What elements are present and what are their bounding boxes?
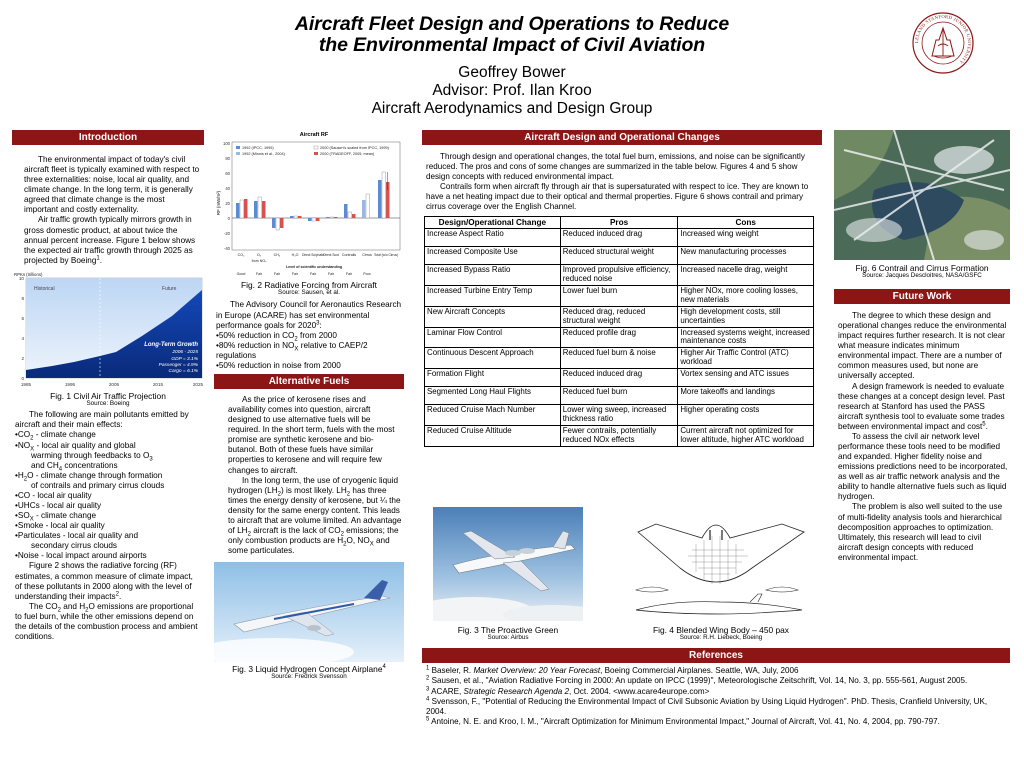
- fig1-growth-passenger: Passenger = 4.9%: [158, 362, 198, 368]
- bar-contrails-1992: [344, 204, 348, 218]
- fig1-xtick: 1985: [20, 381, 32, 387]
- fig4-caption: Fig. 4 Blended Wing Body – 450 pax Source: R.H. Liebeck, Boeing: [632, 626, 810, 641]
- table-cell: New Aircraft Concepts: [425, 306, 561, 327]
- table-cell: Fewer contrails, potentially reduced NOx effects: [560, 426, 678, 447]
- fig2-category: Total (w/o Cirrus): [373, 253, 399, 257]
- bar-contrails-2000: [348, 212, 352, 218]
- radiative-forcing-chart: [214, 128, 404, 278]
- bar-o3-tradeoff: [262, 201, 266, 218]
- pollutant-particulates: •Particulates - local air quality and secondary cirrus clouds: [15, 531, 139, 551]
- design-section: [422, 130, 822, 447]
- future-paragraph-4: The problem is also well suited to the use of multi-fidelity analysis tools and hierarchical decomposition approaches to optimization. Ultimately, this research will lead to civil aircraft design concepts with reduced environmental impact.: [838, 502, 1003, 562]
- table-row: [425, 285, 814, 306]
- table-cell: Increase Aspect Ratio: [425, 228, 561, 246]
- fig2-level: Good: [236, 272, 246, 276]
- bar-co2-2000: [240, 200, 244, 218]
- intro-paragraph-3: The following are main pollutants emitted by aircraft and their main effects:: [15, 410, 189, 430]
- fig3-proactive-caption: Fig. 3 The Proactive Green Source: Airbus: [433, 626, 583, 641]
- fig1-ytick: 10: [18, 275, 24, 281]
- fig2-level: Fair: [309, 272, 317, 276]
- table-row: [425, 327, 814, 348]
- stanford-seal-logo: [912, 12, 974, 74]
- fig2-legend-item: 2000 (Sausen's scaled from IPCC, 1999): [320, 146, 389, 150]
- table-cell: Laminar Flow Control: [425, 327, 561, 348]
- fig1-growth-period: 2006 - 2025: [172, 349, 198, 355]
- fig2-ytick: 100: [223, 141, 230, 146]
- table-cell: Increased systems weight, increased maintenance costs: [678, 327, 814, 348]
- fig2-category: H₂O: [291, 253, 299, 257]
- pollutant-uhc: •UHCs - local air quality: [15, 500, 102, 510]
- fig6-source: Source: Jacques Descloitres, NASA/GSFC: [862, 271, 982, 279]
- author-name: Geoffrey Bower: [458, 64, 566, 81]
- table-cell: Improved propulsive efficiency, reduced noise: [560, 264, 678, 285]
- table-row: [425, 246, 814, 264]
- research-group: Aircraft Aerodynamics and Design Group: [371, 100, 653, 118]
- fig1-xtick: 2005: [108, 381, 120, 387]
- table-cell: Increased Turbine Entry Temp: [425, 285, 561, 306]
- table-cell: Reduced induced drag: [560, 369, 678, 387]
- table-header: Pros: [560, 216, 678, 228]
- table-cell: Reduced Cruise Mach Number: [425, 405, 561, 426]
- table-cell: Increased nacelle drag, weight: [678, 264, 814, 285]
- fig2-level: Fair: [273, 272, 281, 276]
- fig1-growth-gdp: GDP = 3.1%: [171, 356, 198, 362]
- table-cell: Continuous Descent Approach: [425, 348, 561, 369]
- bar-sulphate-tradeoff: [316, 218, 320, 221]
- table-cell: Increased Bypass Ratio: [425, 264, 561, 285]
- fig2-legend-item: 1992 (IPCC, 1999): [242, 146, 274, 150]
- table-row: [425, 369, 814, 387]
- hydrogen-airplane-image: [214, 562, 404, 662]
- table-row: [425, 306, 814, 327]
- fig1-ytick: 2: [21, 355, 24, 361]
- intro-paragraph-4: Figure 2 shows the radiative forcing (RF) estimates, a common measure of climate impact, of these pollutants in 2000 along with the level of understanding their impacts$^2$.: [15, 561, 193, 601]
- bar-soot-1992: [326, 217, 330, 218]
- bar-cirrus-2000: [366, 194, 370, 218]
- pollutant-list: [15, 430, 201, 561]
- fig6-caption: Fig. 6 Contrail and Cirrus Formation Source: Jacques Descloitres, NASA/GSFC: [834, 264, 1010, 279]
- fig2-category: Direct Sulphate: [302, 253, 324, 257]
- pollutant-sox: $•SO_X$ - climate change: [15, 511, 97, 523]
- table-row: [425, 264, 814, 285]
- table-cell: Reduced fuel burn & noise: [560, 348, 678, 369]
- table-cell: Increased wing weight: [678, 228, 814, 246]
- fig2-level: Fair: [291, 272, 299, 276]
- pollutant-nox: $•NO_X$ - local air quality and global warming through feedbacks to $O_3$ and $CH_4$ concentrations: [15, 440, 153, 473]
- fig1-xtick: 2025: [192, 381, 204, 387]
- reference-2: $^2$ Sausen, et al., "Aviation Radiative Forcing in 2000: An update on IPCC (1999)", Meteorologische Zeitschrift, Vol. 14, No. 3, pp. 555-561, August 2005.: [426, 675, 968, 686]
- fig1-ytick: 4: [21, 335, 24, 341]
- fig2-source: Source: Sausen, et al.: [278, 288, 340, 296]
- air-traffic-growth-chart: [12, 270, 204, 390]
- bar-sulphate-2000: [312, 218, 316, 221]
- references-heading: References: [422, 648, 1010, 663]
- table-cell: Higher Air Traffic Control (ATC) workload: [678, 348, 814, 369]
- future-work-column: [834, 289, 1010, 563]
- table-cell: Lower fuel burn: [560, 285, 678, 306]
- author-block: [160, 64, 864, 118]
- table-cell: Segmented Long Haul Flights: [425, 387, 561, 405]
- acare-goal-noise: •50% reduction in noise from 2000: [216, 360, 341, 370]
- fig1-source: Source: Boeing: [86, 399, 130, 407]
- table-cell: Higher NOx, more cooling losses, new materials: [678, 285, 814, 306]
- bar-soot-2000: [330, 217, 334, 218]
- fig2-category: Cirrus: [362, 253, 372, 257]
- bar-ch4-2000: [276, 218, 280, 230]
- fig2-caption: Fig. 2 Radiative Forcing from Aircraft Source: Sausen, et al.: [214, 281, 404, 296]
- table-row: [425, 405, 814, 426]
- fig1-xtick: 1995: [64, 381, 76, 387]
- pollutant-co2: $•CO_2$ - climate change: [15, 430, 96, 443]
- fig1-xtick: 2015: [152, 381, 164, 387]
- table-cell: Reduced Cruise Altitude: [425, 426, 561, 447]
- intro-paragraph-5: The $CO_2$ and $H_2O$ emissions are proportional to fuel burn, while the other emissions depend on the details of the combustion process and ambient conditions.: [15, 601, 198, 641]
- fig1-caption: Fig. 1 Civil Air Traffic Projection Source: Boeing: [12, 392, 204, 407]
- fig2-ytick: -40: [223, 246, 230, 251]
- title-line-1: Aircraft Fleet Design and Operations to Reduce: [294, 13, 730, 35]
- table-cell: Reduced profile drag: [560, 327, 678, 348]
- table-cell: Reduced structural weight: [560, 246, 678, 264]
- bar-co2-1992: [236, 203, 240, 218]
- contrail-satellite-image: [834, 130, 1010, 260]
- fig2-understanding-label: Level of scientific understanding: [285, 265, 343, 269]
- fig1-ytick: 8: [21, 295, 24, 301]
- table-cell: Reduced drag, reduced structural weight: [560, 306, 678, 327]
- design-heading: Aircraft Design and Operational Changes: [422, 130, 822, 145]
- fig2-category: CO₂: [237, 253, 245, 257]
- table-cell: Current aircraft not optimized for lower altitude, higher ATC workload: [678, 426, 814, 447]
- table-cell: More takeoffs and landings: [678, 387, 814, 405]
- fig2-level: Poor: [363, 272, 371, 276]
- table-cell: Higher operating costs: [678, 405, 814, 426]
- fig2-ytick: 20: [225, 201, 230, 206]
- pollutant-smoke: •Smoke - local air quality: [15, 521, 105, 531]
- table-row: [425, 348, 814, 369]
- bar-h2o-1992: [290, 216, 294, 218]
- introduction-column: [12, 130, 204, 642]
- fig4-source: Source: R.H. Liebeck, Boeing: [679, 633, 763, 641]
- fig2-legend-item: 1992 (Minnis et al., 2004): [242, 152, 285, 156]
- fig2-ytick: 60: [225, 171, 230, 176]
- acare-goal-nox: •80% reduction in $NO_X$ relative to CAEP/2 regulations: [216, 340, 368, 360]
- fig1-ytick: 6: [21, 315, 24, 321]
- table-row: [425, 228, 814, 246]
- design-paragraph-2: Contrails form when aircraft fly through air that is supersaturated with respect to ice. They are known to have a net heating impact due to their optical and thermal properties. Figure 6 shows contrail and primary cirrus coverage over the English Channel.: [426, 181, 809, 211]
- table-row: [425, 387, 814, 405]
- fig2-category: O₃: [256, 253, 262, 257]
- reference-3: $^3$ ACARE, Strategic Research Agenda 2, Oct. 2004. <www.acare4europe.com>: [426, 685, 710, 696]
- table-cell: Formation Flight: [425, 369, 561, 387]
- bar-total-2000: [382, 172, 386, 218]
- fig2-category: Direct Soot: [323, 253, 339, 257]
- bar-h2o-tradeoff: [298, 216, 302, 218]
- bar-total-1992: [378, 180, 382, 218]
- pollutant-h2o: $•H_2O$ - climate change through formation of contrails and primary cirrus clouds: [15, 470, 165, 490]
- table-cell: Increased Composite Use: [425, 246, 561, 264]
- introduction-heading: Introduction: [12, 130, 204, 145]
- advisor-name: Advisor: Prof. Ilan Kroo: [432, 82, 592, 100]
- table-cell: Vortex sensing and ATC issues: [678, 369, 814, 387]
- bar-cirrus-minnis: [362, 200, 366, 218]
- blended-wing-body-image: [632, 510, 810, 622]
- bar-ch4-tradeoff: [280, 218, 284, 228]
- fig3-proactive-source: Source: Airbus: [487, 633, 529, 641]
- table-cell: New manufacturing processes: [678, 246, 814, 264]
- fig2-legend-item: 2000 (TRADEOFF, 2005; mean): [320, 152, 375, 156]
- title-line-2: the Environmental Impact of Civil Aviation: [318, 33, 706, 56]
- fig2-category: CH₄: [273, 253, 281, 257]
- intro-paragraph-1: The environmental impact of today's civil aircraft fleet is typically examined with respect to three externalities: noise, local air quality, and climate change. In the long term, it is generally agreed that climate change is the most important and costly externality.: [24, 155, 200, 215]
- bar-co2-tradeoff: [244, 199, 248, 218]
- future-work-heading: Future Work: [834, 289, 1010, 304]
- fig2-level: Fair: [255, 272, 263, 276]
- pollutant-noise: •Noise - local impact around airports: [15, 551, 147, 561]
- bar-contrails-tradeoff: [352, 214, 356, 218]
- future-paragraph-2: A design framework is needed to evaluate these changes at a concept design level. Past research at Stanford has used the PASS aircraft synthesis tool to evaluate some trades between environmental impact and cost$^5$.: [838, 381, 1005, 431]
- fig2-category: Contrails: [341, 253, 357, 257]
- fig1-future-label: Future: [162, 285, 177, 292]
- fig1-ytick: 0: [21, 375, 24, 381]
- bar-sulphate-1992: [308, 218, 312, 221]
- fig1-y-label: RPKs (trillions): [14, 271, 43, 277]
- alternative-fuels-heading: Alternative Fuels: [214, 374, 404, 389]
- design-paragraph-1: Through design and operational changes, the total fuel burn, emissions, and noise can be significantly reduced. The pros and cons of some changes are summarized in the table below. Figures 4 and 5 show design concepts with reduced environmental impact.: [426, 152, 805, 181]
- fig2-level: Fair: [345, 272, 353, 276]
- alt-fuels-paragraph-1: As the price of kerosene rises and availability comes into question, aircraft designed to use alternative fuels will be required. In the short term, fuels with the most promise are synthetic kerosene and bio-butanol. Both of these fuels have similar properties to kerosene and will require few changes to aircraft.: [228, 394, 395, 475]
- table-cell: Lower wing sweep, increased thickness ratio: [560, 405, 678, 426]
- bar-h2o-2000: [294, 216, 298, 218]
- fig3-hydrogen-source: Source: Fredrick Svensson: [271, 673, 347, 681]
- references-section: [422, 648, 1010, 728]
- fig1-growth-cargo: Cargo = 6.1%: [168, 368, 198, 374]
- alt-fuels-paragraph-2: In the long term, the use of cryogenic liquid hydrogen $(LH_2)$ is most likely. $LH_2$ has three times the energy density of kerosene, but ¼ the density for the same energy content. This leads to aircraft that are volume limited. An advantage of $LH_2$ aircraft is the lack of $CO_2$ emissions; the only combustion products are $H_2O$, $NO_X$ and some particulates.: [228, 475, 402, 556]
- future-paragraph-3: To assess the civil air network level performance these tools need to be modified and expanded. Higher fidelity noise and emissions predictions need to be incorporated, as well as air traffic network analysis and the ability to handle alternative fuels such as liquid hydrogen.: [838, 431, 1008, 502]
- fig2-title: Aircraft RF: [299, 132, 329, 138]
- table-header: Design/Operational Change: [425, 216, 561, 228]
- intro-paragraph-2: Air traffic growth typically mirrors growth in gross domestic product, at about twice the annual percent increase. Figure 1 below shows the expected air traffic growth through 2025 as projected by Boeing$^1$.: [24, 215, 196, 265]
- reference-5: $^5$ Antoine, N. E. and Kroo, I. M., "Aircraft Optimization for Minimum Environmental Impact," Journal of Aircraft, Vol. 41, No. 4, 2004, pp. 790-797.: [426, 716, 940, 727]
- bar-ch4-1992: [272, 218, 276, 228]
- fig2-ytick: -20: [223, 231, 230, 236]
- center-left-column: [214, 128, 404, 681]
- fig3-hydrogen-caption: Fig. 3 Liquid Hydrogen Concept Airplane$^4$ Source: Fredrick Svensson: [214, 665, 404, 680]
- table-cell: Reduced induced drag: [560, 228, 678, 246]
- fig2-ytick: 0: [227, 216, 230, 221]
- fig2-y-label: RF (mW/m²): [216, 190, 221, 216]
- poster-title: [160, 14, 864, 56]
- reference-1: $^1$ Baseler, R. Market Overview: 20 Year Forecast, Boeing Commercial Airplanes. Seattle, WA, July, 2006: [426, 665, 799, 675]
- table-cell: High development costs, still uncertainties: [678, 306, 814, 327]
- acare-paragraph: The Advisory Council for Aeronautics Research in Europe (ACARE) has set environmental performance goals for 2020$^3$:: [216, 300, 402, 330]
- table-cell: Reduced fuel burn: [560, 387, 678, 405]
- fig1-historical-label: Historical: [34, 285, 55, 292]
- fig2-nox-label: from NOₓ: [251, 259, 267, 263]
- bar-o3-2000: [258, 197, 262, 218]
- fig2-level: Fair: [327, 272, 335, 276]
- table-row: [425, 426, 814, 447]
- design-changes-table: [424, 216, 814, 447]
- fig2-ytick: 80: [225, 156, 230, 161]
- acare-goal-co2: •50% reduction in $CO_2$ from 2000: [216, 330, 337, 343]
- fig1-growth-title: Long-Term Growth: [144, 341, 198, 348]
- fig2-ytick: 40: [225, 186, 230, 191]
- proactive-green-image: [433, 507, 583, 621]
- reference-4: $^4$ Svensson, F., "Potential of Reducing the Environmental Impact of Civil Subsonic Aviation by Using Liquid Hydrogen". PhD. Thesis, Cranfield University, UK, 2004.: [426, 696, 988, 717]
- future-paragraph-1: The degree to which these design and operational changes reduce the environmental impact requires further research. It is not clear what measure indicates minimum environmental impact. There are a number of common measures used, but none are universally accepted.: [838, 311, 1007, 381]
- svg-text:LELAND STANFORD JUNIOR UNIVERS: LELAND STANFORD JUNIOR UNIVERSITY: [913, 13, 973, 66]
- pollutant-co: •CO - local air quality: [15, 490, 92, 500]
- table-header: Cons: [678, 216, 814, 228]
- bar-soot-tradeoff: [334, 217, 338, 218]
- bar-o3-1992: [254, 201, 258, 218]
